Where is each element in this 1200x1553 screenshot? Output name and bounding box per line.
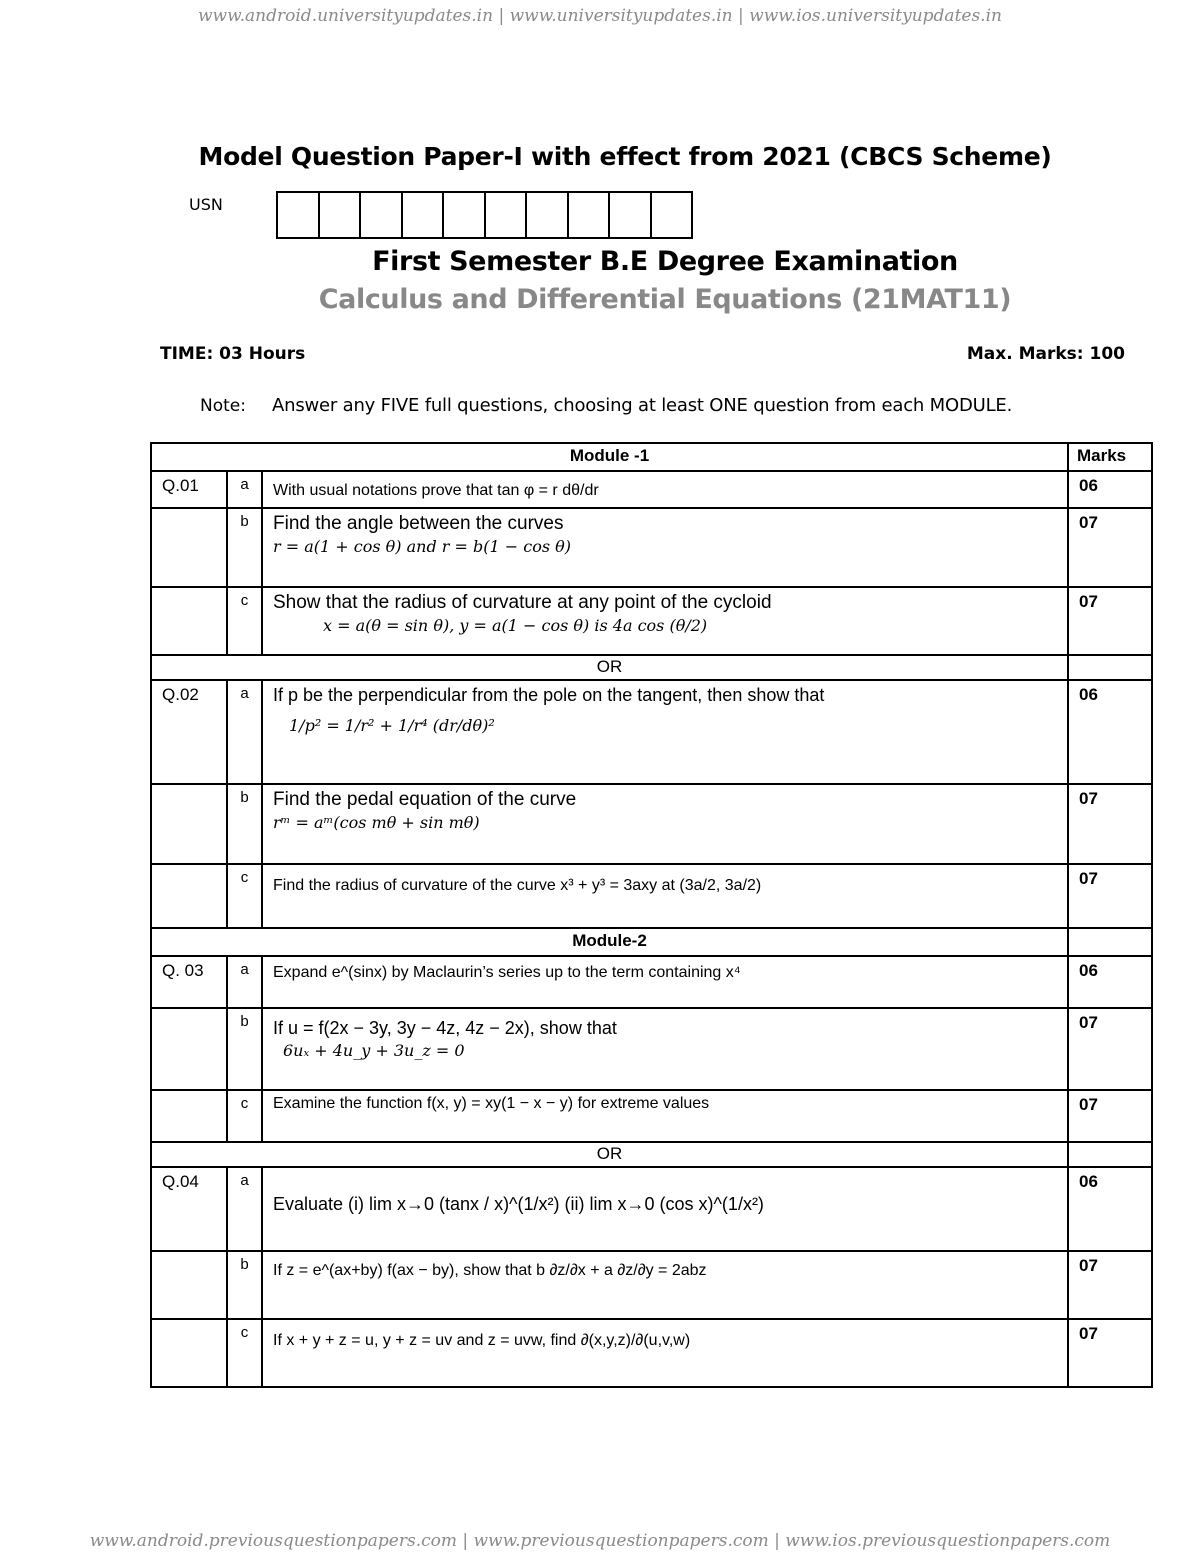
question-marks: 07 [1068,1090,1152,1142]
question-text [262,1090,1068,1142]
module-title: Module -1 [151,443,1068,471]
question-row [151,508,1152,587]
question-number [151,784,227,864]
question-number: Q.02 [151,680,227,784]
question-text [262,864,1068,928]
module-title: Module-2 [151,928,1068,956]
question-row [151,956,1152,1008]
sub-question-label: b [227,784,262,864]
usn-cell [444,193,486,237]
question-number: Q.01 [151,471,227,508]
question-math: 1/p² = 1/r² + 1/r⁴ (dr/dθ)² [289,716,495,735]
sub-question-label: c [227,587,262,655]
marks-header: Marks [1068,443,1152,471]
question-number [151,1090,227,1142]
module-header-row [151,443,1152,471]
question-text-line: With usual notations prove that tan φ = r dθ/dr [273,482,599,499]
or-marks-cell [1068,655,1152,680]
question-marks: 07 [1068,508,1152,587]
question-number [151,1008,227,1090]
question-text [262,587,1068,655]
question-row [151,680,1152,784]
question-number: Q.04 [151,1167,227,1251]
question-text [262,471,1068,508]
watermark-bottom: www.android.previousquestionpapers.com | www.previousquestionpapers.com | www.ios.previousquestionpapers.com [89,1531,1111,1551]
question-marks: 06 [1068,471,1152,508]
question-row [151,784,1152,864]
usn-cell [610,193,652,237]
question-marks: 07 [1068,784,1152,864]
or-row [151,655,1152,680]
question-number [151,508,227,587]
question-row [151,1251,1152,1319]
sub-question-label: a [227,471,262,508]
question-text [262,1008,1068,1090]
usn-label: USN [189,195,223,214]
or-row [151,1142,1152,1167]
sub-question-label: c [227,1319,262,1387]
question-text-line: Find the pedal equation of the curve [273,789,577,810]
sub-question-label: c [227,864,262,928]
usn-cell [361,193,403,237]
watermark-top: www.android.universityupdates.in | www.universityupdates.in | www.ios.universityupdates.in [198,6,1002,26]
question-number [151,864,227,928]
usn-cell [527,193,569,237]
question-text-line: Evaluate (i) lim x→0 (tanx / x)^(1/x²) (ii) lim x→0 (cos x)^(1/x²) [273,1194,764,1214]
or-label: OR [151,1142,1068,1167]
sub-question-label: a [227,680,262,784]
question-text [262,1167,1068,1251]
usn-cell [569,193,611,237]
question-text-line: Expand e^(sinx) by Maclaurin’s series up to the term containing x⁴ [273,964,741,981]
or-marks-cell [1068,1142,1152,1167]
sub-question-label: b [227,508,262,587]
question-marks: 07 [1068,1319,1152,1387]
question-math: 6uₓ + 4u_y + 3u_z = 0 [283,1041,465,1060]
question-text-line: Show that the radius of curvature at any point of the cycloid [273,592,772,613]
question-marks: 07 [1068,587,1152,655]
question-table [150,442,1153,1388]
note-label: Note: [200,396,246,416]
sub-question-label: c [227,1090,262,1142]
note-text: Answer any FIVE full questions, choosing at least ONE question from each MODULE. [272,395,1013,416]
question-text-line: If p be the perpendicular from the pole on the tangent, then show that [273,685,825,705]
question-text [262,508,1068,587]
subject-title: Calculus and Differential Equations (21MAT11) [318,284,1012,315]
question-number [151,587,227,655]
question-math: r = a(1 + cos θ) and r = b(1 − cos θ) [273,537,572,556]
sub-question-label: a [227,956,262,1008]
question-marks: 06 [1068,1167,1152,1251]
question-text [262,1319,1068,1387]
module-header-row [151,928,1152,956]
usn-cell [652,193,694,237]
question-number: Q. 03 [151,956,227,1008]
question-row [151,1319,1152,1387]
max-marks: Max. Marks: 100 [966,344,1125,364]
sub-question-label: b [227,1251,262,1319]
question-marks: 06 [1068,956,1152,1008]
question-row [151,471,1152,508]
question-row [151,1008,1152,1090]
usn-boxes [276,191,693,239]
question-text-line: Find the angle between the curves [273,513,564,534]
question-row [151,864,1152,928]
usn-cell [403,193,445,237]
exam-title: First Semester B.E Degree Examination [372,246,958,277]
usn-cell [320,193,362,237]
question-text-line: If z = e^(ax+by) f(ax − by), show that b ∂z/∂x + a ∂z/∂y = 2abz [273,1262,707,1279]
question-math: rᵐ = aᵐ(cos mθ + sin mθ) [273,813,480,832]
question-text-line: If x + y + z = u, y + z = uv and z = uvw, find ∂(x,y,z)/∂(u,v,w) [273,1332,691,1349]
module-marks-cell [1068,928,1152,956]
question-marks: 06 [1068,680,1152,784]
question-math: x = a(θ = sin θ), y = a(1 − cos θ) is 4a cos (θ/2) [323,616,708,635]
question-row [151,587,1152,655]
paper-title: Model Question Paper-I with effect from 2021 (CBCS Scheme) [198,142,1052,171]
question-text [262,784,1068,864]
exam-time: TIME: 03 Hours [160,344,306,364]
question-text-line: Find the radius of curvature of the curve x³ + y³ = 3axy at (3a/2, 3a/2) [273,877,762,894]
question-row [151,1090,1152,1142]
question-text [262,680,1068,784]
question-marks: 07 [1068,864,1152,928]
usn-cell [278,193,320,237]
question-text-line: Examine the function f(x, y) = xy(1 − x − y) for extreme values [273,1095,710,1112]
sub-question-label: b [227,1008,262,1090]
question-text-line: If u = f(2x − 3y, 3y − 4z, 4z − 2x), show that [273,1018,617,1038]
usn-cell [486,193,528,237]
sub-question-label: a [227,1167,262,1251]
question-text [262,1251,1068,1319]
question-marks: 07 [1068,1251,1152,1319]
question-marks: 07 [1068,1008,1152,1090]
question-number [151,1319,227,1387]
question-row [151,1167,1152,1251]
question-text [262,956,1068,1008]
or-label: OR [151,655,1068,680]
question-number [151,1251,227,1319]
